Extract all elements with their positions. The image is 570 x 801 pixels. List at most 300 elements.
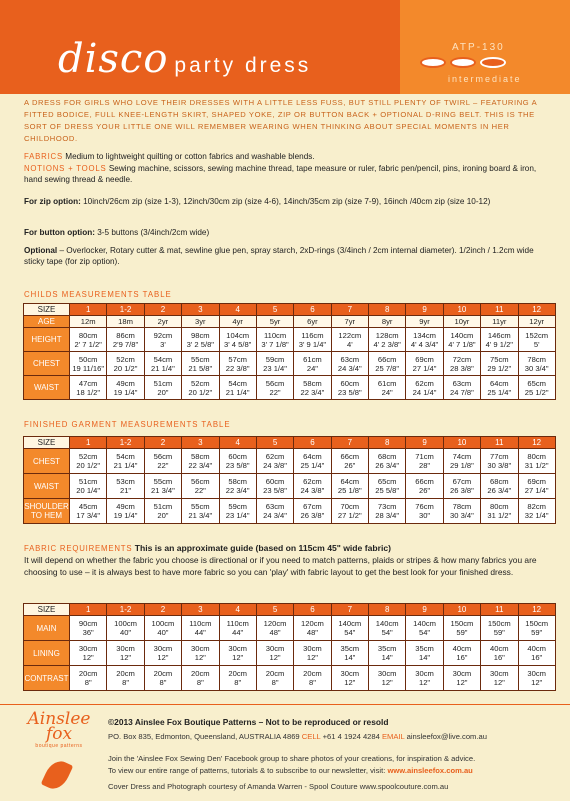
- inch-value: 12": [157, 653, 169, 662]
- inch-value: 24 7/8": [450, 387, 474, 397]
- size-cell: 6: [294, 437, 331, 449]
- cm-value: 67cm: [303, 502, 322, 511]
- email-link[interactable]: ainsleefox@live.com.au: [406, 732, 487, 741]
- view-text: To view our entire range of patterns, tutorials & to subscribe to our newsletter, visit:: [108, 766, 386, 775]
- table-cell: [256, 328, 293, 352]
- intro-text: A DRESS FOR GIRLS WHO LOVE THEIR DRESSES WITH A LITTLE LESS FUSS, BUT STILL PLENTY OF TWIRL – FEATURING A FITTED BODICE, FULL KNEE-LENGTH SKIRT, SHAPED YOKE, ZIP OR BUTTON BACK + OPTIONAL D-RING BELT. THIS IS THE SORT OF DRESS YOUR LITTLE ONE WILL REMEMBER WEARING WHEN THINKING ABOUT SPECIAL MOMENTS IN HER CHILDHOOD.: [24, 98, 537, 143]
- notions-section: [24, 163, 556, 185]
- inch-value: 22 3/4": [300, 387, 325, 397]
- fabrics-text: Medium to lightweight quilting or cotton fabrics and washable blends.: [65, 152, 315, 161]
- inch-value: 22": [157, 461, 169, 470]
- table-cell: [144, 641, 181, 666]
- cm-value: 40cm: [452, 644, 472, 653]
- inch-value: 26 3/4": [375, 461, 400, 470]
- cm-value: 61cm: [377, 378, 397, 388]
- cm-value: 35cm: [377, 644, 397, 653]
- cm-value: 73cm: [377, 502, 397, 511]
- address: PO. Box 835, Edmonton, Queensland, AUSTRALIA 4869: [108, 732, 300, 741]
- table-cell: [70, 474, 107, 499]
- inch-value: 3': [160, 339, 166, 349]
- inch-value: 16": [493, 653, 505, 662]
- inch-value: 2'9 7/8": [112, 339, 139, 349]
- inch-value: 25 1/8": [337, 486, 362, 495]
- inch-value: 21 3/4": [188, 511, 213, 520]
- inch-value: 30": [418, 511, 431, 520]
- table-cell: [481, 474, 518, 499]
- table-cell: [70, 641, 107, 666]
- inch-value: 12": [531, 678, 543, 687]
- table-cell: [256, 376, 293, 400]
- title-rest: party dress: [174, 54, 312, 77]
- size-cell: 11: [481, 437, 518, 449]
- inch-value: 12": [418, 678, 431, 687]
- inch-value: 26 3/8": [300, 511, 325, 520]
- inch-value: 27 1/4": [412, 363, 437, 373]
- copyright: ©2013 Ainslee Fox Boutique Patterns – Not to be reproduced or resold: [108, 717, 389, 727]
- age-cell: 9yr: [406, 316, 443, 328]
- inch-value: 40": [119, 628, 132, 637]
- table-cell: [294, 499, 331, 524]
- inch-value: 8": [308, 678, 316, 687]
- cm-value: 20cm: [228, 669, 247, 678]
- contact-line: [108, 732, 487, 742]
- table-cell: [369, 499, 406, 524]
- cm-value: 72cm: [452, 354, 472, 364]
- cm-value: 150cm: [487, 619, 511, 628]
- size-cell: 4: [219, 437, 256, 449]
- cm-value: 20cm: [191, 669, 210, 678]
- cm-value: 78cm: [452, 502, 472, 511]
- table-cell: [369, 474, 406, 499]
- cm-value: 62cm: [415, 378, 434, 388]
- inch-value: 21 1/4": [225, 387, 250, 397]
- table-cell: [219, 616, 256, 641]
- cm-value: 100cm: [114, 619, 137, 628]
- inch-value: 21 5/8": [188, 363, 213, 373]
- cm-value: 30cm: [303, 644, 322, 653]
- inch-value: 44": [194, 628, 206, 637]
- inch-value: 22 3/8": [225, 363, 250, 373]
- size-cell: 2: [144, 604, 181, 616]
- fox-tail-icon: [41, 757, 74, 793]
- table-cell: [219, 474, 256, 499]
- inch-value: 8": [122, 678, 130, 687]
- table-cell: [294, 616, 331, 641]
- table-cell: [481, 328, 518, 352]
- cm-value: 82cm: [527, 502, 546, 511]
- cm-value: 59cm: [228, 502, 247, 511]
- inch-value: 23 1/4": [225, 511, 250, 520]
- inch-value: 20 1/4": [76, 486, 101, 495]
- inch-value: 16": [531, 653, 543, 662]
- inch-value: 23 5/8": [225, 461, 250, 470]
- inch-value: 4': [346, 339, 353, 349]
- cm-value: 55cm: [191, 502, 210, 511]
- table-cell: [331, 499, 368, 524]
- table-cell: [481, 352, 518, 376]
- table-cell: [70, 328, 107, 352]
- inch-value: 30 3/4": [524, 363, 549, 373]
- cm-value: 74cm: [452, 452, 472, 461]
- inch-value: 27 1/2": [337, 511, 362, 520]
- table-cell: [256, 616, 293, 641]
- cm-value: 50cm: [78, 354, 98, 364]
- inch-value: 4' 7 1/8": [448, 339, 476, 349]
- inch-value: 16": [456, 653, 468, 662]
- cm-value: 64cm: [490, 378, 509, 388]
- zip-label: For zip option:: [24, 197, 81, 206]
- table-cell: [518, 616, 555, 641]
- table-cell: [294, 328, 331, 352]
- size-cell: 1-2: [107, 304, 144, 316]
- table-cell: [256, 474, 293, 499]
- table-cell: [481, 616, 518, 641]
- table-cell: [182, 641, 219, 666]
- fabric-requirements-text: It will depend on whether the fabric you choose is directional or if you need to match patterns, plaids or stripes & how many fabrics you are choosing to use – it is always best to have more fabric so you can 'play' with fabric layout to get the best look for your finished dress.: [24, 555, 537, 577]
- inch-value: 24": [306, 363, 319, 373]
- inch-value: 17 3/4": [76, 511, 101, 520]
- size-cell: 3: [182, 604, 219, 616]
- cm-value: 100cm: [151, 619, 175, 628]
- inch-value: 12": [269, 653, 281, 662]
- table-cell: [256, 666, 293, 691]
- cm-value: 116cm: [301, 330, 324, 340]
- inch-value: 19 11/16": [72, 363, 105, 373]
- skill-level: intermediate: [448, 74, 522, 84]
- table-cell: [70, 666, 107, 691]
- inch-value: 29 1/8": [450, 461, 474, 470]
- row-label-age: AGE: [24, 316, 70, 328]
- title-script: disco: [58, 36, 169, 82]
- inch-value: 21": [119, 486, 132, 495]
- logo-name: Ainslee fox: [27, 709, 91, 744]
- inch-value: 3' 7 1/8": [261, 339, 289, 349]
- table-cell: [182, 499, 219, 524]
- row-label: CHEST: [24, 352, 70, 376]
- inch-value: 31 1/2": [524, 461, 549, 470]
- inch-value: 25 7/8": [375, 363, 400, 373]
- cm-value: 30cm: [377, 669, 397, 678]
- cm-value: 51cm: [153, 378, 173, 388]
- table-cell: [294, 376, 331, 400]
- cm-value: 54cm: [228, 378, 247, 388]
- table-cell: [256, 449, 293, 474]
- finished-table-heading: FINISHED GARMENT MEASUREMENTS TABLE: [24, 420, 231, 429]
- size-cell: 12: [518, 437, 555, 449]
- table-cell: [518, 499, 555, 524]
- pattern-title: [58, 36, 311, 82]
- size-cell: 2: [144, 437, 181, 449]
- inch-value: 54": [344, 628, 356, 637]
- cm-value: 59cm: [265, 354, 285, 364]
- cm-value: 52cm: [191, 378, 210, 388]
- table-cell: [144, 474, 181, 499]
- row-label: CONTRAST: [24, 666, 70, 691]
- size-cell: 8: [369, 437, 406, 449]
- photo-credit: Cover Dress and Photograph courtesy of Amanda Warren - Spool Couture www.spoolcouture.com.au: [108, 782, 449, 791]
- age-cell: 5yr: [256, 316, 293, 328]
- inch-value: 22 3/4": [188, 461, 213, 470]
- cm-value: 120cm: [301, 619, 324, 628]
- size-cell: 4: [219, 604, 256, 616]
- size-cell: 10: [443, 604, 480, 616]
- table-cell: [256, 641, 293, 666]
- cell-label: CELL: [301, 732, 321, 741]
- difficulty-buttons-icon: [420, 57, 506, 68]
- table-cell: [107, 449, 144, 474]
- cm-value: 60cm: [265, 477, 285, 486]
- cm-value: 64cm: [340, 477, 360, 486]
- table-cell: [443, 474, 480, 499]
- table-cell: [294, 666, 331, 691]
- inch-value: 8": [159, 678, 167, 687]
- cm-value: 64cm: [303, 452, 322, 461]
- childs-measurements-table: [23, 303, 556, 400]
- table-cell: [144, 499, 181, 524]
- cm-value: 120cm: [263, 619, 287, 628]
- table-cell: [518, 474, 555, 499]
- cm-value: 30cm: [191, 644, 210, 653]
- table-cell: [518, 641, 555, 666]
- table-cell: [256, 352, 293, 376]
- cm-value: 140cm: [375, 619, 399, 628]
- cm-value: 150cm: [525, 619, 549, 628]
- fabric-requirements-title: [24, 543, 391, 553]
- table-cell: [107, 641, 144, 666]
- size-cell: 2: [144, 304, 181, 316]
- zip-text: 10inch/26cm zip (size 1-3), 12inch/30cm zip (size 4-6), 14inch/35cm zip (size 7-9), 16inch /40cm zip (size 10-12): [83, 197, 491, 206]
- inch-value: 14": [344, 653, 356, 662]
- cm-value: 35cm: [415, 644, 434, 653]
- cm-value: 45cm: [78, 502, 98, 511]
- table-cell: [219, 641, 256, 666]
- inch-value: 23 1/4": [263, 363, 287, 373]
- table-cell: [182, 376, 219, 400]
- cm-value: 66cm: [415, 477, 434, 486]
- size-cell: 3: [182, 304, 219, 316]
- cm-value: 67cm: [452, 477, 472, 486]
- row-label: SHOULDER TO HEM: [24, 499, 70, 524]
- table-cell: [107, 616, 144, 641]
- inch-value: 20 1/2": [76, 461, 101, 470]
- cm-value: 51cm: [153, 502, 173, 511]
- cm-value: 20cm: [78, 669, 98, 678]
- size-header: SIZE: [24, 604, 70, 616]
- cm-value: 30cm: [415, 669, 434, 678]
- size-cell: 7: [331, 304, 368, 316]
- table-cell: [443, 328, 480, 352]
- table-cell: [70, 449, 107, 474]
- inch-value: 44": [232, 628, 244, 637]
- row-label: MAIN: [24, 616, 70, 641]
- row-label: WAIST: [24, 376, 70, 400]
- size-cell: 12: [518, 604, 555, 616]
- size-cell: 7: [331, 604, 368, 616]
- fabric-guide-title: This is an approximate guide (based on 115cm 45" wide fabric): [134, 543, 391, 553]
- cm-value: 51cm: [78, 477, 98, 486]
- size-cell: 12: [518, 304, 555, 316]
- table-cell: [443, 666, 480, 691]
- inch-value: 48": [306, 628, 319, 637]
- cm-value: 76cm: [415, 502, 434, 511]
- inch-value: 12": [456, 678, 468, 687]
- table-cell: [481, 641, 518, 666]
- inch-value: 12": [344, 678, 356, 687]
- inch-value: 28": [418, 461, 431, 470]
- cm-value: 54cm: [153, 354, 173, 364]
- cm-value: 66cm: [340, 452, 360, 461]
- cm-value: 140cm: [338, 619, 362, 628]
- button-icon: [480, 57, 506, 68]
- row-label: LINING: [24, 641, 70, 666]
- table-cell: [406, 616, 443, 641]
- cm-value: 65cm: [527, 378, 546, 388]
- inch-value: 3' 4 5/8": [224, 339, 252, 349]
- inch-value: 29 1/2": [487, 363, 512, 373]
- size-cell: 5: [256, 437, 293, 449]
- table-cell: [219, 449, 256, 474]
- size-cell: 7: [331, 437, 368, 449]
- cm-value: 35cm: [340, 644, 360, 653]
- inch-value: 4' 9 1/2": [485, 339, 513, 349]
- website-link[interactable]: www.ainsleefox.com.au: [387, 766, 473, 775]
- inch-value: 3' 2 5/8": [186, 339, 214, 349]
- inch-value: 27 1/4": [524, 486, 549, 495]
- button-label: For button option:: [24, 228, 95, 237]
- table-cell: [107, 376, 144, 400]
- fabrics-section: [24, 151, 556, 162]
- table-cell: [182, 449, 219, 474]
- inch-value: 8": [271, 678, 279, 687]
- inch-value: 20 1/2": [113, 363, 138, 373]
- zip-section: [24, 196, 556, 207]
- table-cell: [182, 666, 219, 691]
- inch-value: 24 3/4": [263, 511, 287, 520]
- inch-value: 14": [418, 653, 431, 662]
- table-cell: [70, 499, 107, 524]
- table-cell: [144, 666, 181, 691]
- size-cell: 10: [443, 304, 480, 316]
- cm-value: 58cm: [228, 477, 247, 486]
- age-cell: 7yr: [331, 316, 368, 328]
- inch-value: 19 1/4": [113, 511, 138, 520]
- cm-value: 40cm: [490, 644, 509, 653]
- size-cell: 1: [70, 604, 107, 616]
- cm-value: 55cm: [191, 354, 210, 364]
- table-cell: [219, 499, 256, 524]
- table-cell: [331, 328, 368, 352]
- cm-value: 60cm: [228, 452, 247, 461]
- table-cell: [443, 449, 480, 474]
- table-cell: [331, 449, 368, 474]
- inch-value: 36": [82, 628, 94, 637]
- table-cell: [331, 666, 368, 691]
- inch-value: 12": [194, 653, 206, 662]
- inch-value: 59": [531, 628, 543, 637]
- inch-value: 59": [493, 628, 505, 637]
- age-cell: 6yr: [294, 316, 331, 328]
- button-section: [24, 227, 556, 238]
- cm-value: 80cm: [527, 452, 546, 461]
- inch-value: 22": [194, 486, 206, 495]
- inch-value: 26 3/4": [487, 486, 512, 495]
- table-cell: [369, 641, 406, 666]
- table-cell: [294, 641, 331, 666]
- age-cell: 2yr: [144, 316, 181, 328]
- cm-value: 152cm: [525, 330, 549, 340]
- inch-value: 20": [157, 511, 169, 520]
- cm-value: 140cm: [450, 330, 474, 340]
- table-cell: [443, 616, 480, 641]
- table-cell: [182, 328, 219, 352]
- size-cell: 11: [481, 604, 518, 616]
- inch-value: 24 3/8": [263, 461, 287, 470]
- cm-value: 20cm: [116, 669, 135, 678]
- size-header: SIZE: [24, 304, 70, 316]
- inch-value: 24 3/4": [337, 363, 362, 373]
- age-cell: 12m: [70, 316, 107, 328]
- cm-value: 60cm: [340, 378, 360, 388]
- size-cell: 3: [182, 437, 219, 449]
- table-cell: [144, 616, 181, 641]
- cm-value: 110cm: [189, 619, 212, 628]
- table-cell: [518, 376, 555, 400]
- table-cell: [518, 328, 555, 352]
- table-cell: [107, 352, 144, 376]
- table-cell: [107, 666, 144, 691]
- finished-garment-table: [23, 436, 556, 524]
- size-cell: 9: [406, 437, 443, 449]
- table-cell: [481, 499, 518, 524]
- cm-value: 52cm: [116, 354, 135, 364]
- size-cell: 5: [256, 604, 293, 616]
- cm-value: 71cm: [415, 452, 434, 461]
- inch-value: 25 1/4": [487, 387, 512, 397]
- cm-value: 63cm: [265, 502, 285, 511]
- inch-value: 8": [84, 678, 92, 687]
- button-icon: [450, 57, 476, 68]
- inch-value: 12": [232, 653, 244, 662]
- cm-value: 55cm: [153, 477, 173, 486]
- inch-value: 21 1/4": [113, 461, 138, 470]
- cm-value: 78cm: [527, 354, 546, 364]
- table-cell: [107, 499, 144, 524]
- cm-value: 80cm: [78, 330, 98, 340]
- size-cell: 8: [369, 304, 406, 316]
- table-cell: [481, 666, 518, 691]
- cm-value: 110cm: [226, 619, 249, 628]
- inch-value: 21 3/4": [151, 486, 175, 495]
- cm-value: 61cm: [303, 354, 322, 364]
- size-cell: 9: [406, 604, 443, 616]
- size-cell: 6: [294, 604, 331, 616]
- inch-value: 12": [119, 653, 132, 662]
- table-cell: [406, 352, 443, 376]
- row-label: WAIST: [24, 474, 70, 499]
- cm-value: 80cm: [490, 502, 509, 511]
- table-cell: [107, 474, 144, 499]
- cm-value: 49cm: [116, 502, 135, 511]
- inch-value: 54": [418, 628, 431, 637]
- inch-value: 31 1/2": [487, 511, 512, 520]
- cm-value: 63cm: [340, 354, 360, 364]
- table-cell: [70, 616, 107, 641]
- row-label: CHEST: [24, 449, 70, 474]
- table-cell: [144, 352, 181, 376]
- table-cell: [219, 666, 256, 691]
- size-cell: 1-2: [107, 604, 144, 616]
- inch-value: 54": [381, 628, 393, 637]
